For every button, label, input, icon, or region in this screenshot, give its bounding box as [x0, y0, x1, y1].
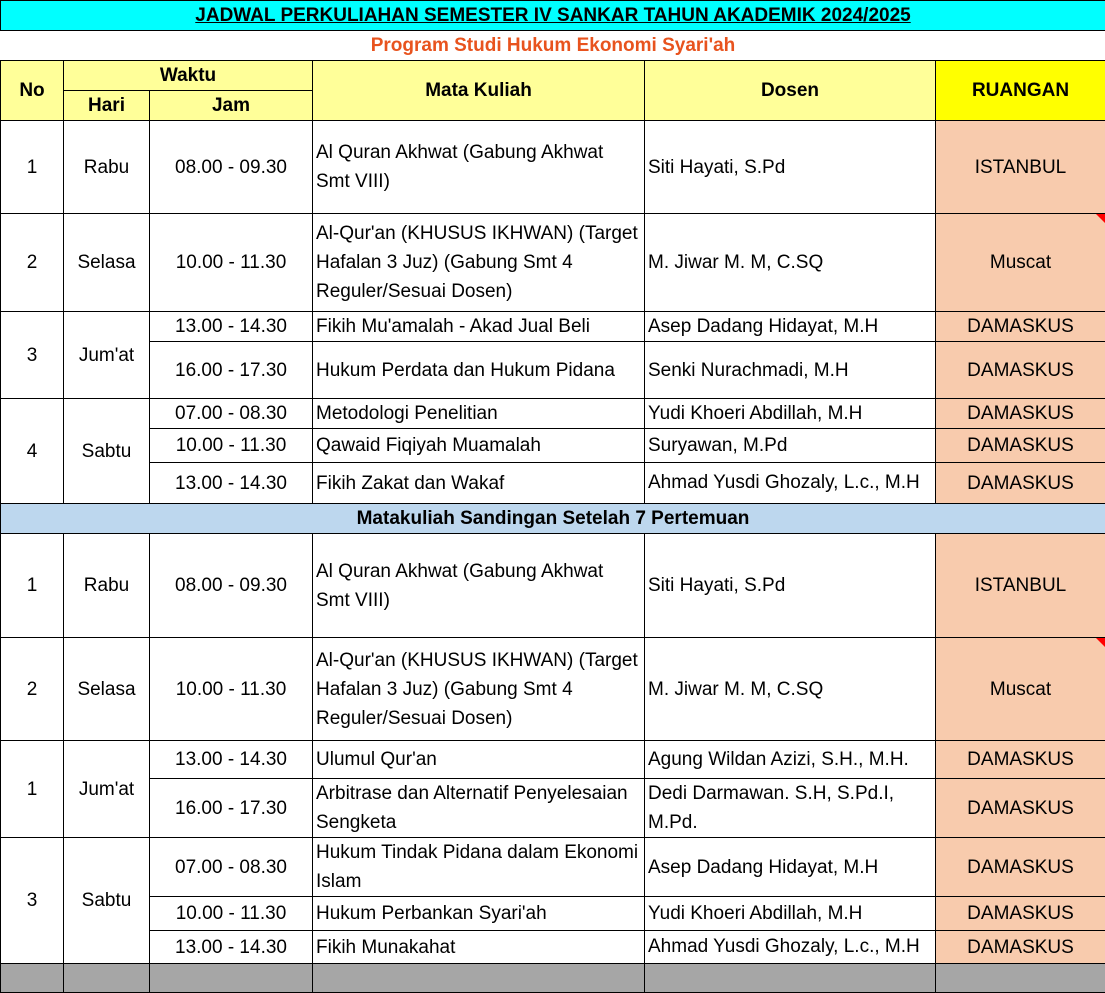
program-subtitle[interactable]: Program Studi Hukum Ekonomi Syari'ah [1, 31, 1105, 61]
table-row [1, 897, 1105, 931]
cell-jam[interactable]: 16.00 - 17.30 [150, 779, 313, 838]
cell-ruangan[interactable]: DAMASKUS [936, 463, 1105, 504]
cell-dosen[interactable]: Dedi Darmawan. S.H, S.Pd.I, M.Pd. [645, 779, 936, 838]
table-row [1, 312, 1105, 342]
cell-jam[interactable]: 16.00 - 17.30 [150, 342, 313, 399]
cell-mata-kuliah[interactable]: Fikih Mu'amalah - Akad Jual Beli [313, 312, 645, 342]
cell-dosen[interactable]: Senki Nurachmadi, M.H [645, 342, 936, 399]
cell-hari[interactable]: Jum'at [64, 741, 150, 838]
cell-dosen[interactable]: M. Jiwar M. M, C.SQ [645, 638, 936, 741]
cell-no[interactable]: 3 [1, 312, 64, 399]
cell-no[interactable]: 2 [1, 638, 64, 741]
cell-jam[interactable]: 07.00 - 08.30 [150, 838, 313, 897]
header-jam[interactable]: Jam [150, 91, 313, 121]
table-row [1, 463, 1105, 504]
header-ruangan[interactable]: RUANGAN [936, 61, 1105, 121]
cell-jam[interactable]: 10.00 - 11.30 [150, 638, 313, 741]
cell-no[interactable]: 4 [1, 399, 64, 504]
cell-mata-kuliah[interactable]: Al-Qur'an (KHUSUS IKHWAN) (Target Hafalan 3 Juz) (Gabung Smt 4 Reguler/Sesuai Dosen) [313, 214, 645, 312]
section-header-sandingan[interactable]: Matakuliah Sandingan Setelah 7 Pertemuan [1, 504, 1105, 534]
cell-hari[interactable]: Selasa [64, 214, 150, 312]
cell-ruangan[interactable] [936, 638, 1105, 741]
cell-hari[interactable]: Selasa [64, 638, 150, 741]
cell-hari[interactable]: Jum'at [64, 312, 150, 399]
cell-hari[interactable]: Sabtu [64, 838, 150, 964]
table-row [1, 638, 1105, 741]
cell-no[interactable]: 1 [1, 121, 64, 214]
cell-jam[interactable]: 13.00 - 14.30 [150, 312, 313, 342]
header-hari[interactable]: Hari [64, 91, 150, 121]
header-no[interactable]: No [1, 61, 64, 121]
cell-hari[interactable]: Rabu [64, 534, 150, 638]
cell-dosen[interactable]: Suryawan, M.Pd [645, 429, 936, 463]
cell-hari[interactable]: Rabu [64, 121, 150, 214]
cell-ruangan[interactable]: ISTANBUL [936, 121, 1105, 214]
table-row [1, 342, 1105, 399]
ruangan-text: Muscat [990, 679, 1051, 700]
table-row [1, 779, 1105, 838]
table-row [1, 121, 1105, 214]
comment-indicator [1096, 638, 1105, 647]
cell-mata-kuliah[interactable]: Qawaid Fiqiyah Muamalah [313, 429, 645, 463]
comment-indicator [1096, 214, 1105, 223]
cell-no[interactable]: 2 [1, 214, 64, 312]
table-row [1, 429, 1105, 463]
cell-mata-kuliah[interactable]: Ulumul Qur'an [313, 741, 645, 779]
cell-dosen[interactable]: Asep Dadang Hidayat, M.H [645, 838, 936, 897]
cell-ruangan[interactable]: DAMASKUS [936, 741, 1105, 779]
cell-dosen[interactable]: M. Jiwar M. M, C.SQ [645, 214, 936, 312]
footer-cell[interactable] [645, 964, 936, 993]
cell-dosen[interactable]: Yudi Khoeri Abdillah, M.H [645, 897, 936, 931]
cell-mata-kuliah[interactable]: Hukum Tindak Pidana dalam Ekonomi Islam [313, 838, 645, 897]
cell-dosen[interactable]: Ahmad Yusdi Ghozaly, L.c., M.H [645, 931, 936, 964]
footer-cell[interactable] [64, 964, 150, 993]
cell-ruangan[interactable]: DAMASKUS [936, 312, 1105, 342]
table-row [1, 838, 1105, 897]
cell-jam[interactable]: 08.00 - 09.30 [150, 534, 313, 638]
cell-jam[interactable]: 10.00 - 11.30 [150, 429, 313, 463]
footer-cell[interactable] [936, 964, 1105, 993]
table-row [1, 741, 1105, 779]
cell-ruangan[interactable]: DAMASKUS [936, 931, 1105, 964]
cell-mata-kuliah[interactable]: Al Quran Akhwat (Gabung Akhwat Smt VIII) [313, 121, 645, 214]
cell-jam[interactable]: 08.00 - 09.30 [150, 121, 313, 214]
cell-jam[interactable]: 10.00 - 11.30 [150, 897, 313, 931]
cell-ruangan[interactable]: DAMASKUS [936, 779, 1105, 838]
cell-mata-kuliah[interactable]: Al Quran Akhwat (Gabung Akhwat Smt VIII) [313, 534, 645, 638]
ruangan-text: Muscat [990, 252, 1051, 273]
header-waktu[interactable]: Waktu [64, 61, 313, 91]
cell-dosen[interactable]: Siti Hayati, S.Pd [645, 121, 936, 214]
cell-mata-kuliah[interactable]: Fikih Munakahat [313, 931, 645, 964]
cell-mata-kuliah[interactable]: Metodologi Penelitian [313, 399, 645, 429]
table-row [1, 399, 1105, 429]
cell-ruangan[interactable]: DAMASKUS [936, 897, 1105, 931]
cell-ruangan[interactable]: DAMASKUS [936, 399, 1105, 429]
cell-no[interactable]: 3 [1, 838, 64, 964]
cell-ruangan[interactable] [936, 214, 1105, 312]
cell-jam[interactable]: 13.00 - 14.30 [150, 741, 313, 779]
cell-ruangan[interactable]: DAMASKUS [936, 429, 1105, 463]
cell-dosen[interactable]: Agung Wildan Azizi, S.H., M.H. [645, 741, 936, 779]
header-dosen[interactable]: Dosen [645, 61, 936, 121]
cell-jam[interactable]: 13.00 - 14.30 [150, 931, 313, 964]
cell-mata-kuliah[interactable]: Fikih Zakat dan Wakaf [313, 463, 645, 504]
cell-mata-kuliah[interactable]: Hukum Perdata dan Hukum Pidana [313, 342, 645, 399]
cell-no[interactable]: 1 [1, 741, 64, 838]
cell-jam[interactable]: 07.00 - 08.30 [150, 399, 313, 429]
cell-ruangan[interactable]: DAMASKUS [936, 342, 1105, 399]
header-mata-kuliah[interactable]: Mata Kuliah [313, 61, 645, 121]
cell-dosen[interactable]: Siti Hayati, S.Pd [645, 534, 936, 638]
cell-hari[interactable]: Sabtu [64, 399, 150, 504]
footer-cell[interactable] [1, 964, 64, 993]
cell-no[interactable]: 1 [1, 534, 64, 638]
cell-ruangan[interactable]: DAMASKUS [936, 838, 1105, 897]
cell-jam[interactable]: 13.00 - 14.30 [150, 463, 313, 504]
footer-cell[interactable] [313, 964, 645, 993]
cell-dosen[interactable]: Asep Dadang Hidayat, M.H [645, 312, 936, 342]
footer-cell[interactable] [150, 964, 313, 993]
cell-dosen[interactable]: Yudi Khoeri Abdillah, M.H [645, 399, 936, 429]
footer-row [1, 964, 1105, 993]
table-row [1, 214, 1105, 312]
cell-mata-kuliah[interactable]: Arbitrase dan Alternatif Penyelesaian Sengketa [313, 779, 645, 838]
cell-mata-kuliah[interactable]: Hukum Perbankan Syari'ah [313, 897, 645, 931]
table-row [1, 534, 1105, 638]
cell-mata-kuliah[interactable]: Al-Qur'an (KHUSUS IKHWAN) (Target Hafalan 3 Juz) (Gabung Smt 4 Reguler/Sesuai Dosen) [313, 638, 645, 741]
cell-jam[interactable]: 10.00 - 11.30 [150, 214, 313, 312]
cell-ruangan[interactable]: ISTANBUL [936, 534, 1105, 638]
table-row [1, 931, 1105, 964]
page-title[interactable]: JADWAL PERKULIAHAN SEMESTER IV SANKAR TAHUN AKADEMIK 2024/2025 [1, 1, 1105, 31]
cell-dosen[interactable]: Ahmad Yusdi Ghozaly, L.c., M.H [645, 463, 936, 504]
